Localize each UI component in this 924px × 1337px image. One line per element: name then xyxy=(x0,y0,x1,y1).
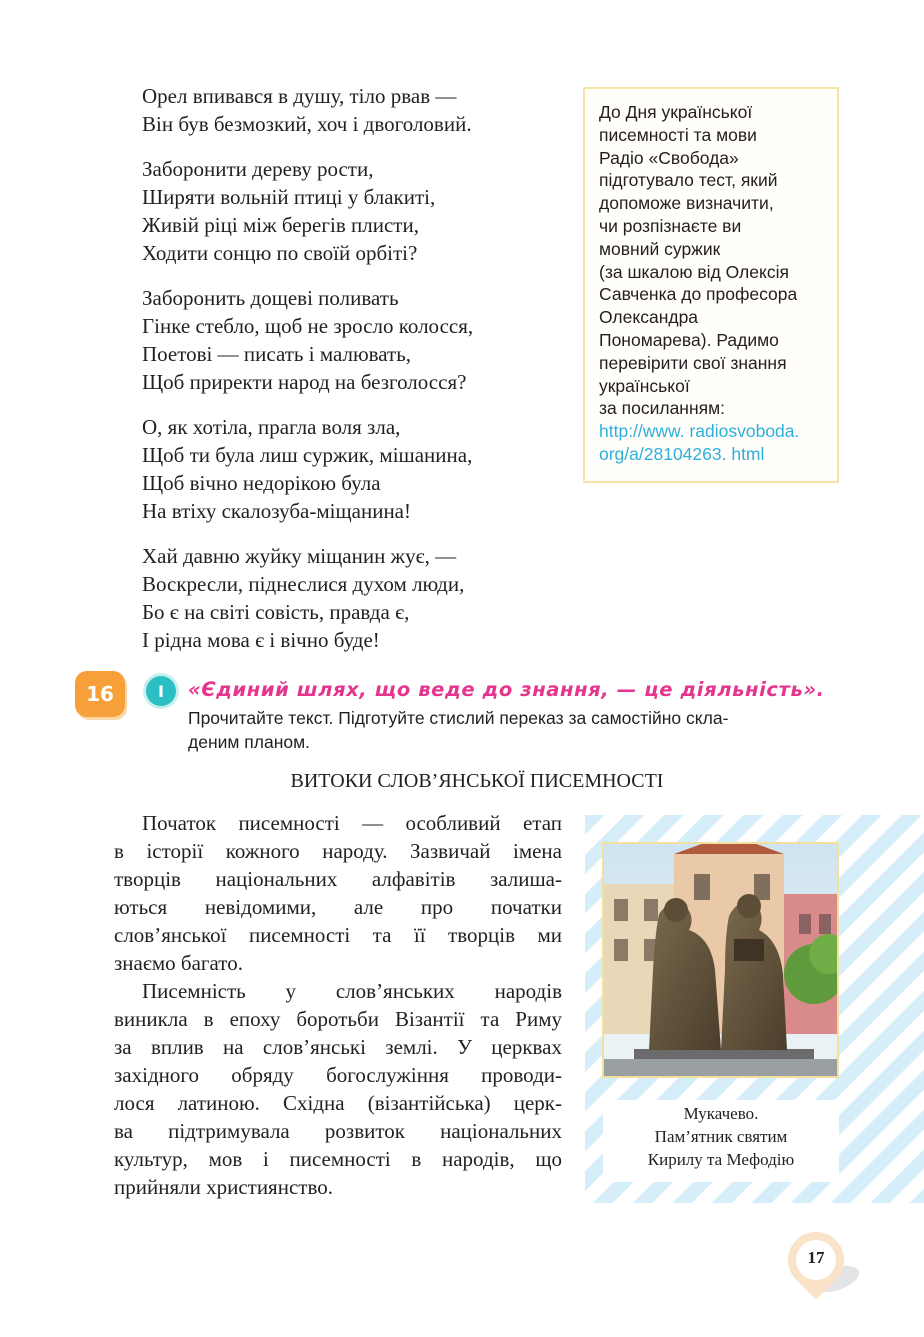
poem-line: Щоб приректи народ на безголосся? xyxy=(142,370,467,394)
poem-line: Орел впивався в душу, тіло рвав — xyxy=(142,84,457,108)
poem-line: Воскресли, піднеслися духом люди, xyxy=(142,572,465,596)
paragraph xyxy=(114,809,562,977)
paragraph-line: лося латиною. Східна (візантійська) церк- xyxy=(114,1091,562,1115)
page-number: 17 xyxy=(807,1248,825,1267)
poem-line: Хай давню жуйку міщанин жує, — xyxy=(142,544,457,568)
task-number-badge: 16 xyxy=(75,671,125,717)
paragraph-line: ються невідомими, але про початки xyxy=(114,895,562,919)
paragraph-line: прийняли християнство. xyxy=(114,1175,333,1199)
poem-line: І рідна мова є і вічно буде! xyxy=(142,628,380,652)
paragraph-line: виникла в епоху боротьби Візантії та Риму xyxy=(114,1007,562,1031)
info-text-line: До Дня української xyxy=(599,102,753,122)
page-number-marker xyxy=(788,1232,860,1304)
poem-stanza xyxy=(142,155,572,267)
info-text-line: перевірити свої знання xyxy=(599,352,787,373)
paragraph-line: за вплив на слов’янські землі. У церквах xyxy=(114,1035,562,1059)
radiosvoboda-link[interactable]: org/a/28104263. html xyxy=(599,443,765,464)
info-text-line: Олександра xyxy=(599,307,699,328)
poem-line: На втіху скалозуба-міщанина! xyxy=(142,499,412,523)
section-title: ВИТОКИ СЛОВ’ЯНСЬКОЇ ПИСЕМНОСТІ xyxy=(290,770,664,792)
poem-line: Бо є на світі совість, правда є, xyxy=(142,600,410,624)
paragraph-line: знаємо багато. xyxy=(114,951,243,975)
poem-stanza xyxy=(142,82,572,138)
info-text-line: мовний суржик xyxy=(599,238,721,259)
paragraph-line: слов’янської писемності та її творців ми xyxy=(114,923,562,947)
info-text-line: Пономарева). Радимо xyxy=(599,329,779,350)
caption-line: Мукачево. xyxy=(683,1104,759,1123)
info-text-line: Радіо «Свобода» xyxy=(599,147,739,168)
poem-line: Ширяти вольній птиці у блакиті, xyxy=(142,185,436,209)
paragraph-line: творців національних алфавітів залиша- xyxy=(114,867,562,891)
info-text-line: чи розпізнаєте ви xyxy=(599,215,742,236)
info-text-line: допоможе визначити, xyxy=(599,193,774,214)
paragraph-line: західного обряду богослужіння проводи- xyxy=(114,1063,562,1087)
photo-caption xyxy=(603,1100,839,1182)
monument-photo xyxy=(602,842,839,1078)
info-text-line: (за шкалою від Олексія xyxy=(599,261,789,282)
paragraph-line: в історії кожного народу. Зазвичай імена xyxy=(114,839,562,863)
caption-line: Кирилу та Мефодію xyxy=(647,1150,795,1169)
paragraph-line: Початок писемності — особливий етап xyxy=(142,811,562,835)
poem xyxy=(142,82,572,671)
caption-line: Пам’ятник святим xyxy=(654,1127,788,1146)
task-instructions xyxy=(188,706,840,754)
paragraph-line: ва підтримувала розвиток національних xyxy=(114,1119,562,1143)
paragraph-line: культур, мов і писемності в народів, що xyxy=(114,1147,562,1171)
info-box xyxy=(583,87,839,483)
poem-line: Щоб ти була лиш суржик, мішанина, xyxy=(142,443,473,467)
poem-stanza xyxy=(142,413,572,525)
info-text-line: за посиланням: xyxy=(599,398,725,419)
poem-line: Гінке стебло, щоб не зросло колосся, xyxy=(142,314,474,338)
info-text-line: підготувало тест, який xyxy=(599,170,778,191)
poem-line: Поетові — писать і малювать, xyxy=(142,342,412,366)
poem-line: Він був безмозкий, хоч і двоголовий. xyxy=(142,112,472,136)
poem-line: Щоб вічно недорікою була xyxy=(142,471,381,495)
paragraph xyxy=(114,977,562,1201)
info-text-line: української xyxy=(599,375,690,396)
info-text-line: писемності та мови xyxy=(599,124,757,145)
info-text-line: Савченка до професора xyxy=(599,284,798,305)
poem-line: Живій ріці між берегів плисти, xyxy=(142,213,419,237)
task-instructions-line: Прочитайте текст. Підготуйте стислий переказ за самостійно скла- xyxy=(188,708,729,728)
paragraph-line: Писемність у слов’янських народів xyxy=(142,979,562,1003)
poem-line: Ходити сонцю по своїй орбіті? xyxy=(142,241,418,265)
poem-line: Заборонити дереву рости, xyxy=(142,157,374,181)
poem-stanza xyxy=(142,542,572,654)
poem-line: Заборонить дощеві поливать xyxy=(142,286,399,310)
poem-line: О, як хотіла, прагла воля зла, xyxy=(142,415,401,439)
radiosvoboda-link[interactable]: http://www. radiosvoboda. xyxy=(599,421,800,442)
task-instructions-line: деним планом. xyxy=(188,732,310,752)
individual-task-icon: I xyxy=(146,676,176,706)
article-body xyxy=(114,809,562,1201)
task-quote: «Єдиний шлях, що веде до знання, — це діяльність». xyxy=(188,678,825,701)
poem-stanza xyxy=(142,284,572,396)
